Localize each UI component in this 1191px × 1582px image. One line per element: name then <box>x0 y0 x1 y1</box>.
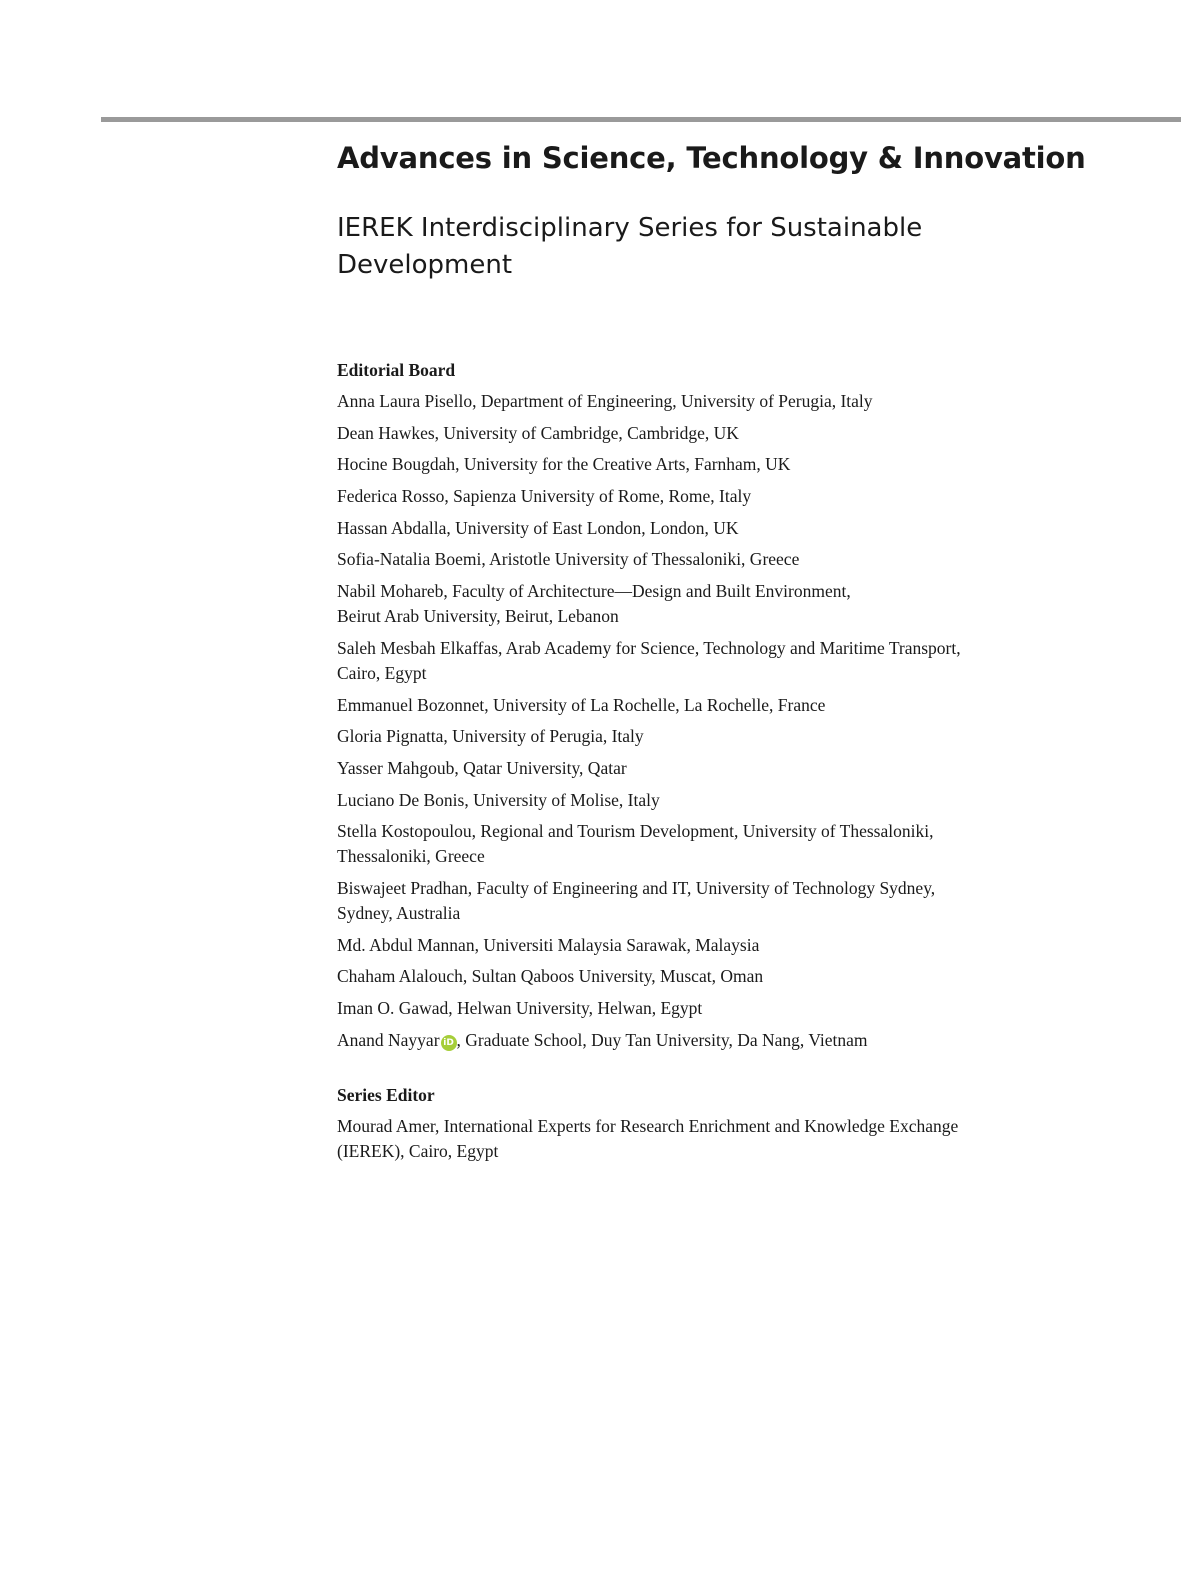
board-member <box>337 724 1097 749</box>
board-member-line: Dean Hawkes, University of Cambridge, Cambridge, UK <box>337 422 739 443</box>
series-editor-entry <box>337 1114 1097 1164</box>
board-member <box>337 389 1097 414</box>
board-member-line: Yasser Mahgoub, Qatar University, Qatar <box>337 757 627 778</box>
board-member-line: Gloria Pignatta, University of Perugia, Italy <box>337 726 644 747</box>
board-member-line: Chaham Alalouch, Sultan Qaboos University, Muscat, Oman <box>337 966 764 987</box>
orcid-icon[interactable]: iD <box>441 1035 457 1051</box>
board-member <box>337 1028 1097 1053</box>
board-member-line: Cairo, Egypt <box>337 662 427 683</box>
board-member <box>337 964 1097 989</box>
board-member <box>337 876 1097 926</box>
board-member-line: Stella Kostopoulou, Regional and Tourism Development, University of Thessaloniki, <box>337 821 934 842</box>
board-member <box>337 452 1097 477</box>
board-member <box>337 516 1097 541</box>
board-member-line: Sydney, Australia <box>337 902 461 923</box>
board-member-name: Anand Nayyar <box>337 1029 440 1050</box>
board-member <box>337 819 1097 869</box>
board-member-line: Anna Laura Pisello, Department of Engineering, University of Perugia, Italy <box>337 391 873 411</box>
board-member-line: Sofia-Natalia Boemi, Aristotle University of Thessaloniki, Greece <box>337 549 800 570</box>
board-member-line: Federica Rosso, Sapienza University of Rome, Rome, Italy <box>337 486 752 507</box>
board-member <box>337 484 1097 509</box>
board-member <box>337 636 1097 686</box>
board-member <box>337 421 1097 446</box>
series-subtitle: IEREK Interdisciplinary Series for Sustainable Development <box>337 213 923 280</box>
board-member-line: Biswajeet Pradhan, Faculty of Engineering and IT, University of Technology Sydney, <box>337 877 936 898</box>
board-member-line: Hocine Bougdah, University for the Creative Arts, Farnham, UK <box>337 454 791 475</box>
series-editor-line: (IEREK), Cairo, Egypt <box>337 1140 499 1161</box>
series-editor-heading: Series Editor <box>337 1084 435 1105</box>
board-member-line: Thessaloniki, Greece <box>337 846 485 867</box>
board-member-line: Beirut Arab University, Beirut, Lebanon <box>337 606 619 627</box>
board-member <box>337 788 1097 813</box>
board-member <box>337 933 1097 958</box>
board-member <box>337 996 1097 1021</box>
editorial-board-heading: Editorial Board <box>337 360 456 380</box>
board-member <box>337 547 1097 572</box>
editorial-board-list <box>337 389 1097 1021</box>
board-member-line: Nabil Mohareb, Faculty of Architecture—Design and Built Environment, <box>337 581 851 602</box>
series-title: Advances in Science, Technology & Innovation <box>337 141 1086 175</box>
board-member-line: Saleh Mesbah Elkaffas, Arab Academy for Science, Technology and Maritime Transport, <box>337 637 961 658</box>
board-member <box>337 693 1097 718</box>
board-member-line: Luciano De Bonis, University of Molise, Italy <box>337 789 660 810</box>
header-rule <box>101 117 1181 122</box>
board-member <box>337 756 1097 781</box>
board-member-line: Md. Abdul Mannan, Universiti Malaysia Sarawak, Malaysia <box>337 934 760 955</box>
board-member-line: Hassan Abdalla, University of East London, London, UK <box>337 517 739 538</box>
editorial-content <box>337 358 1097 1170</box>
board-member-line: Iman O. Gawad, Helwan University, Helwan, Egypt <box>337 998 703 1018</box>
board-member <box>337 579 1097 629</box>
series-editor-line: Mourad Amer, International Experts for Research Enrichment and Knowledge Exchange <box>337 1115 959 1136</box>
board-member-line: Emmanuel Bozonnet, University of La Rochelle, La Rochelle, France <box>337 694 826 715</box>
board-member-affiliation: , Graduate School, Duy Tan University, Da Nang, Vietnam <box>456 1029 868 1050</box>
